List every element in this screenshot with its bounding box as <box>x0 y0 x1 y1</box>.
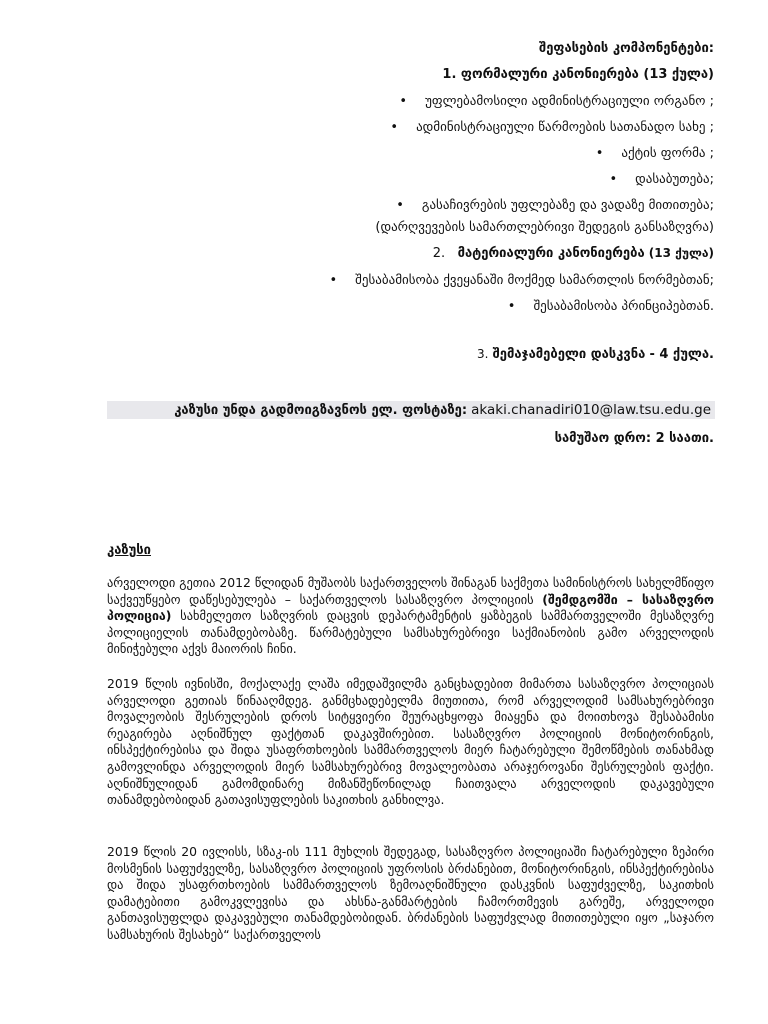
criteria-bullet: • გასაჩივრების უფლებაზე და ვადაზე მითითება; <box>396 197 714 214</box>
criteria-bullet: • შესაბამისობა ქვეყანაში მოქმედ სამართლის ნორმებთან; <box>330 272 715 289</box>
criteria-bullet: • უფლებამოსილი ადმინისტრაციული ორგანო ; <box>399 93 714 110</box>
item-points: (13 ქულა) <box>648 246 714 260</box>
item-title: შემაჯამებელი დასკვნა <box>492 347 646 362</box>
item-number: 3. <box>476 347 489 361</box>
case-paragraph-1 <box>107 575 714 658</box>
paragraph-bold-text: (შემდგომში – სასაზღვრო პოლიცია) <box>107 591 714 624</box>
criteria-item-material <box>433 245 714 262</box>
criteria-title: შეფასების კომპონენტები: <box>539 41 714 56</box>
criteria-bullet: • აქტის ფორმა ; <box>596 145 714 162</box>
contact-label: კაზუსი უნდა გადმოიგზავნოს ელ. ფოსტაზე: <box>174 403 468 418</box>
item-title: მატერიალური კანონიერება <box>457 246 645 261</box>
case-paragraph-3: 2019 წლის 20 ივლისს, სზაკ-ის 111 მუხლის შედეგად, სასაზღვრო პოლიციაში ჩატარებული ზეპირი მოსმენის საფუძველზე, სასაზღვრო პოლიციის უფროსის ბრძანებით, მონიტორინგის, ინსპექტირებისა და შიდა უსაფრთხოების სამმართველოს ზემოაღნიშნული დასკვნის საფუძველზე, საკითხის დამატებითი გამოკვლევისა და ახსნა-განმარტების ჩამორთმევის გარეშე, არველოდი განთავისუფლდა დაკავებული თანამდებობიდან. ბრძანების საფუძვლად მითითებული იყო „საჯარო სამსახურის შესახებ“ საქართველოს <box>107 844 714 942</box>
contact-email[interactable]: akaki.chanadiri010@law.tsu.edu.ge <box>471 402 711 418</box>
item-number: 2. <box>432 246 446 261</box>
criteria-item-conclusion <box>477 346 714 363</box>
criteria-bullet: • ადმინისტრაციული წარმოების სათანადო სახე ; <box>390 119 714 136</box>
criteria-bullet: • შესაბამისობა პრინციპებთან. <box>508 298 714 315</box>
contact-bar <box>107 401 715 419</box>
item-points: - 4 ქულა. <box>649 347 714 362</box>
criteria-note: (დარღვევების სამართლებრივი შედეგის განსაზღვრა) <box>375 220 714 235</box>
work-duration: სამუშაო დრო: 2 საათი. <box>554 431 714 446</box>
case-heading: კაზუსი <box>107 543 151 558</box>
case-paragraph-2: 2019 წლის ივნისში, მოქალაქე ლაშა იმედაშვილმა განცხადებით მიმართა სასაზღვრო პოლიციას არველოდი გეთიას წინააღმდეგ. განმცხადებელმა მიუთითა, რომ არველოდიმ სამსახურებრივი მოვალეობის შესრულების დროს სიტყვიერი შეურაცხყოფა მიაყენა და მოითხოვა შესაბამისი რეაგირება აღნიშნულ ფაქტთან დაკავშირებით. სასაზღვრო პოლიციის მონიტორინგის, ინსპექტირებისა და შიდა უსაფრთხოების სამმართველოს მიერ ჩატარებული შემოწმების თანახმად გამოვლინდა არველოდის მიერ სამსახურებრივ მოვალეობათა არაჯეროვანი შესრულების ფაქტი. აღნიშნულიდან გამომდინარე მიზანშეწონილად ჩაითვალა არველოდის დაკავებული თანამდებობიდან გათავისუფლების საკითხის განხილვა. <box>107 676 714 808</box>
paragraph-text: არველოდი გეთია 2012 წლიდან მუშაობს საქართველოს შინაგან საქმეთა სამინისტროს სახელმწიფო საქვეუწყებო დაწესებულება – საქართველოს სასაზღვრო პოლიციის <box>107 575 714 607</box>
criteria-item-formal: 1. ფორმალური კანონიერება (13 ქულა) <box>442 67 714 82</box>
paragraph-text: სახმელეთო საზღვრის დაცვის დეპარტამენტის ყაზბეგის სამმართველოში მესაზღვრე პოლიციელის თანამდებობაზე. წარმატებული სამსახურებრივი საქმიანობის გამო არველოდის მინიჭებული აქვს მაიორის ჩინი. <box>107 608 714 657</box>
criteria-bullet: • დასაბუთება; <box>609 171 714 188</box>
